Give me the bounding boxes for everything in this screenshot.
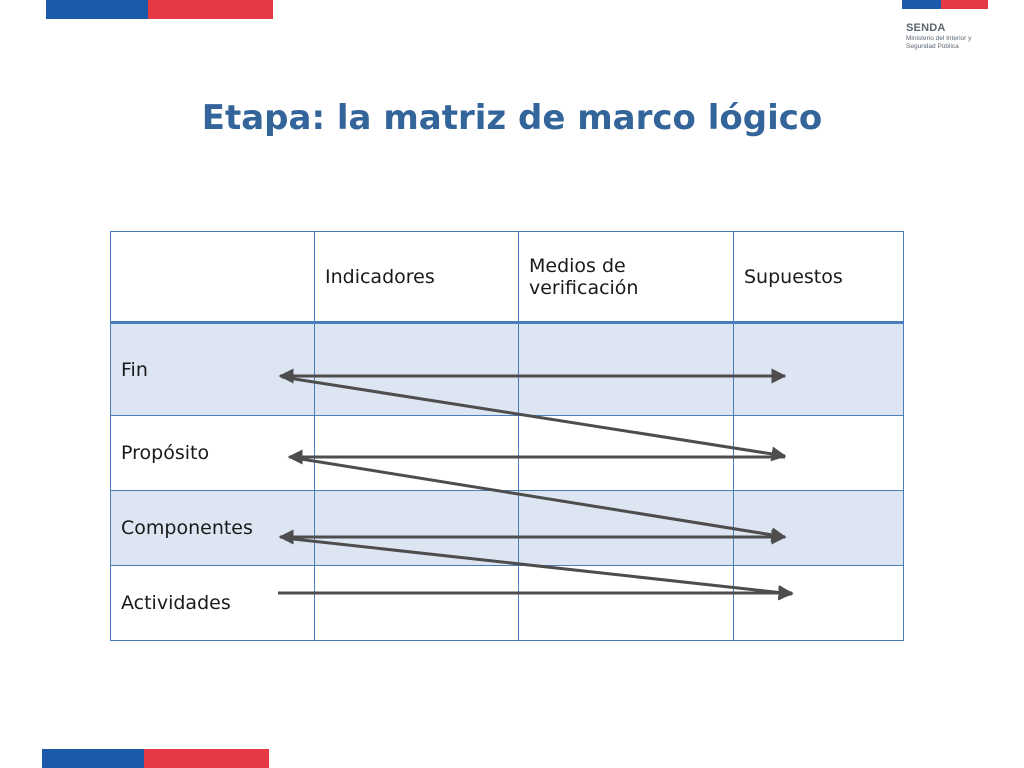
row-label-actividades: Actividades	[111, 566, 315, 641]
matrix-cell	[734, 566, 904, 641]
matrix-cell	[519, 323, 734, 416]
matrix-cell	[519, 566, 734, 641]
flag-bar-top-left	[46, 0, 273, 19]
matrix-header-empty	[111, 232, 315, 323]
flag-bar-top-right	[902, 0, 988, 9]
matrix-header-indicadores: Indicadores	[315, 232, 519, 323]
matrix-header-row	[111, 232, 904, 323]
matrix-cell	[734, 323, 904, 416]
matrix-row-fin	[111, 323, 904, 416]
matrix-cell	[734, 491, 904, 566]
matrix-cell	[734, 416, 904, 491]
logo-subtitle-line1: Ministerio del Interior y	[906, 35, 972, 42]
matrix-cell	[315, 566, 519, 641]
matrix-cell	[315, 323, 519, 416]
logframe-matrix	[110, 231, 904, 641]
matrix-row-actividades	[111, 566, 904, 641]
row-label-proposito: Propósito	[111, 416, 315, 491]
row-label-componentes: Componentes	[111, 491, 315, 566]
matrix-row-proposito	[111, 416, 904, 491]
senda-logo	[906, 22, 1006, 51]
matrix-cell	[315, 416, 519, 491]
matrix-cell	[315, 491, 519, 566]
flag-bar-bottom-left	[42, 749, 269, 768]
slide-title: Etapa: la matriz de marco lógico	[201, 98, 823, 138]
logo-subtitle-line2: Seguridad Pública	[906, 43, 959, 50]
matrix-cell	[519, 416, 734, 491]
logo-brand: SENDA	[906, 22, 946, 34]
matrix-cell	[519, 491, 734, 566]
matrix-header-supuestos: Supuestos	[734, 232, 904, 323]
matrix-header-medios: Medios de verificación	[519, 232, 734, 323]
matrix-row-componentes	[111, 491, 904, 566]
row-label-fin: Fin	[111, 323, 315, 416]
